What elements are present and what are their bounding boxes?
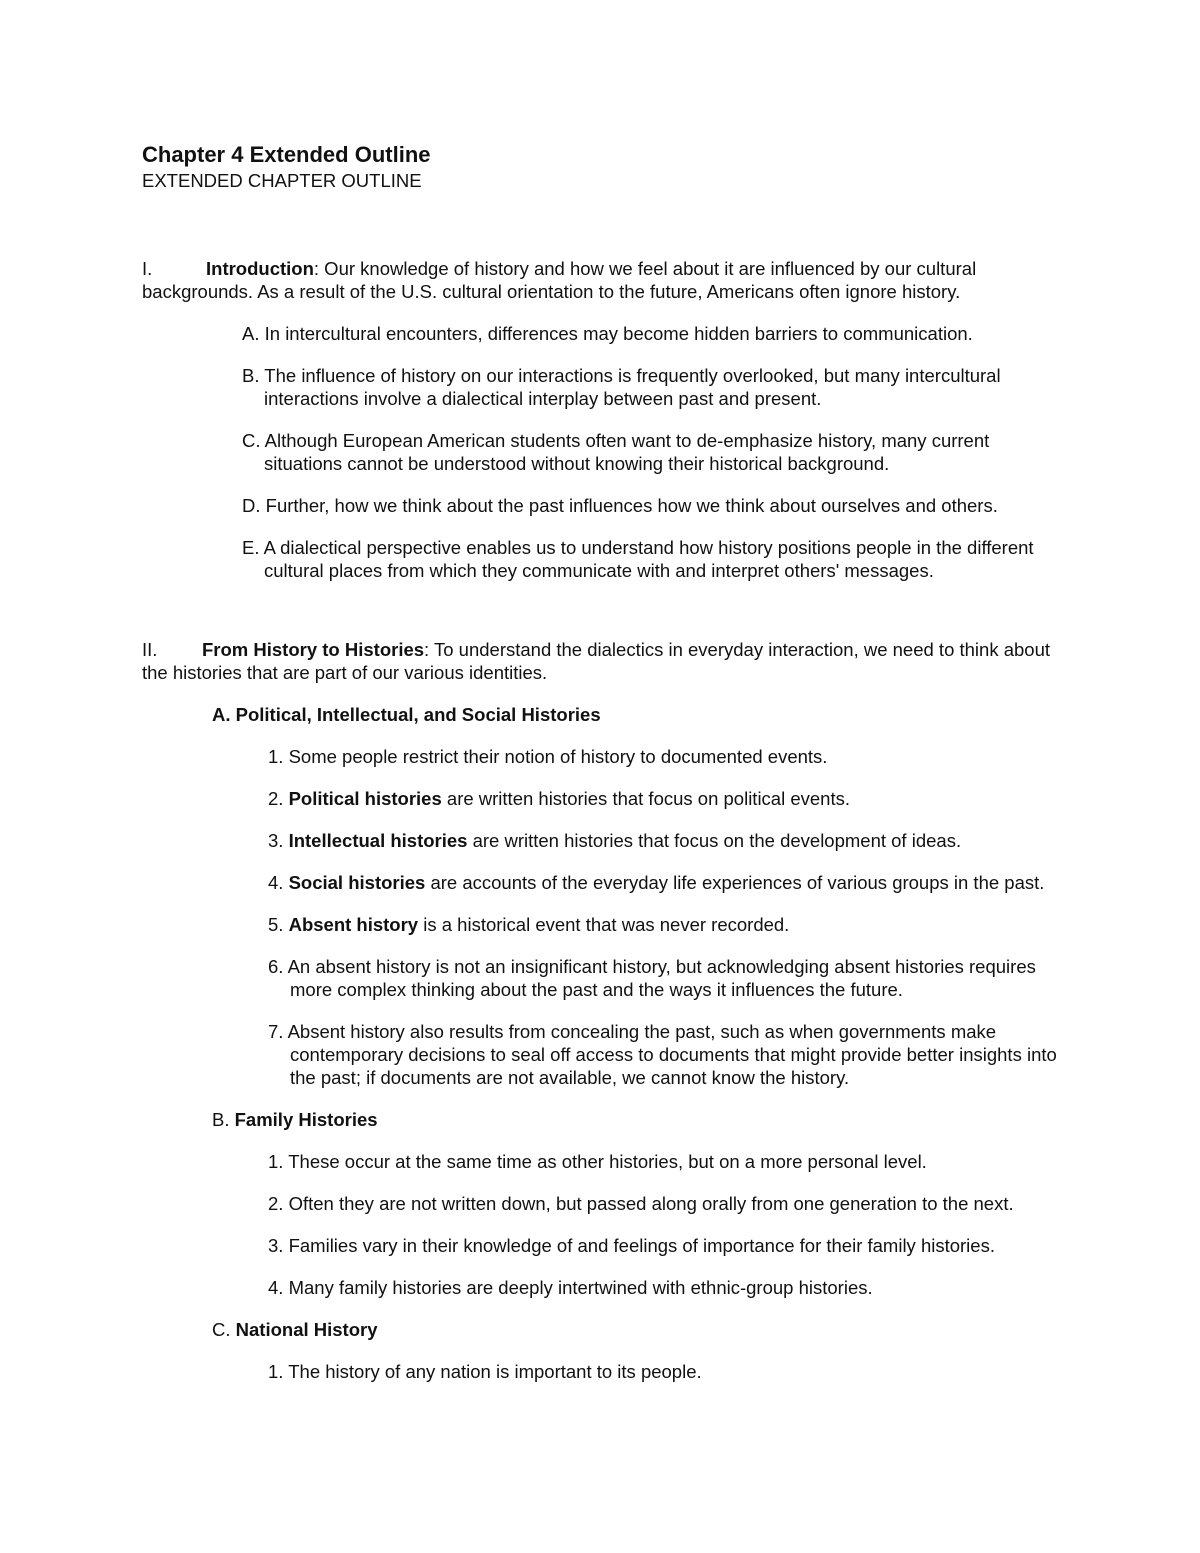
item-term: Political histories — [288, 788, 442, 809]
item-text: are written histories that focus on political events. — [441, 788, 850, 809]
outline-item — [142, 536, 1062, 582]
item-number: 4. — [268, 872, 284, 893]
item-text: is a historical event that was never recorded. — [418, 914, 790, 935]
item-number: 2. — [268, 1193, 284, 1214]
item-text: are written histories that focus on the development of ideas. — [467, 830, 962, 851]
item-term: Absent history — [288, 914, 419, 935]
subsection-title: National History — [235, 1319, 378, 1340]
subsection-letter: C. — [212, 1319, 231, 1340]
section-histories — [142, 638, 1062, 1383]
item-text: Families vary in their knowledge of and feelings of importance for their family histories. — [288, 1235, 995, 1256]
section-numeral: I. — [142, 258, 153, 279]
section-heading: Introduction — [206, 258, 314, 279]
subsection-heading-family — [212, 1108, 1062, 1131]
item-text: In intercultural encounters, differences may become hidden barriers to communication. — [264, 323, 973, 344]
section-text: : To understand the dialectics in everyday interaction, we need to think about the histories that are part of our various identities. — [142, 639, 1051, 683]
item-text: Some people restrict their notion of history to documented events. — [288, 746, 828, 767]
section-text: : Our knowledge of history and how we feel about it are influenced by our cultural backgrounds. As a result of the U.S. cultural orientation to the future, Americans often ignore history. — [142, 258, 977, 302]
item-text: Absent history also results from concealing the past, such as when governments make contemporary decisions to seal off access to documents that might provide better insights into the past; if documents are not available, we cannot know the history. — [287, 1021, 1057, 1088]
outline-item — [142, 494, 1062, 517]
item-text: The history of any nation is important to its people. — [288, 1361, 702, 1382]
item-term: Social histories — [288, 872, 426, 893]
item-number: 1. — [268, 1151, 284, 1172]
numbered-item — [142, 955, 1062, 1001]
numbered-item — [142, 745, 1062, 768]
numbered-item — [142, 1192, 1062, 1215]
item-number: 6. — [268, 956, 284, 977]
numbered-item — [142, 1020, 1062, 1089]
item-label: D. — [242, 495, 261, 516]
subsection-heading-national — [212, 1318, 1062, 1341]
item-term: Intellectual histories — [288, 830, 468, 851]
item-number: 7. — [268, 1021, 284, 1042]
item-number: 2. — [268, 788, 284, 809]
item-number: 1. — [268, 746, 284, 767]
item-number: 3. — [268, 830, 284, 851]
subsection-heading-political: A. Political, Intellectual, and Social Histories — [212, 704, 601, 725]
item-text: An absent history is not an insignificant history, but acknowledging absent histories requires more complex thinking about the past and the ways it influences the future. — [287, 956, 1036, 1000]
subsection-letter: B. — [212, 1109, 230, 1130]
subsection-title: Family Histories — [234, 1109, 378, 1130]
item-text: Often they are not written down, but passed along orally from one generation to the next. — [288, 1193, 1014, 1214]
item-number: 3. — [268, 1235, 284, 1256]
item-text: Although European American students often want to de-emphasize history, many current situations cannot be understood without knowing their historical background. — [264, 430, 990, 474]
item-text: A dialectical perspective enables us to understand how history positions people in the different cultural places from which they communicate with and interpret others' messages. — [263, 537, 1034, 581]
item-text: are accounts of the everyday life experiences of various groups in the past. — [425, 872, 1045, 893]
item-text: The influence of history on our interactions is frequently overlooked, but many intercultural interactions involve a dialectical interplay between past and present. — [264, 365, 1001, 409]
item-number: 4. — [268, 1277, 284, 1298]
numbered-item — [142, 829, 1062, 852]
item-label: E. — [242, 537, 260, 558]
section-heading-paragraph — [142, 638, 1062, 684]
item-text: Further, how we think about the past influences how we think about ourselves and others. — [265, 495, 998, 516]
item-text: Many family histories are deeply intertwined with ethnic-group histories. — [288, 1277, 873, 1298]
outline-item — [142, 429, 1062, 475]
section-heading-paragraph — [142, 257, 1062, 303]
numbered-item — [142, 1360, 1062, 1383]
document-page — [142, 141, 1062, 1383]
numbered-item — [142, 1234, 1062, 1257]
section-numeral: II. — [142, 639, 158, 660]
item-text: These occur at the same time as other histories, but on a more personal level. — [288, 1151, 927, 1172]
section-heading: From History to Histories — [202, 639, 425, 660]
outline-item — [142, 322, 1062, 345]
numbered-item — [142, 871, 1062, 894]
numbered-item — [142, 1276, 1062, 1299]
outline-item — [142, 364, 1062, 410]
item-number: 5. — [268, 914, 284, 935]
document-subtitle: EXTENDED CHAPTER OUTLINE — [142, 170, 422, 191]
item-number: 1. — [268, 1361, 284, 1382]
document-title: Chapter 4 Extended Outline — [142, 142, 431, 167]
item-label: A. — [242, 323, 260, 344]
item-label: B. — [242, 365, 260, 386]
numbered-item — [142, 787, 1062, 810]
numbered-item — [142, 1150, 1062, 1173]
item-label: C. — [242, 430, 261, 451]
section-introduction — [142, 257, 1062, 582]
numbered-item — [142, 913, 1062, 936]
